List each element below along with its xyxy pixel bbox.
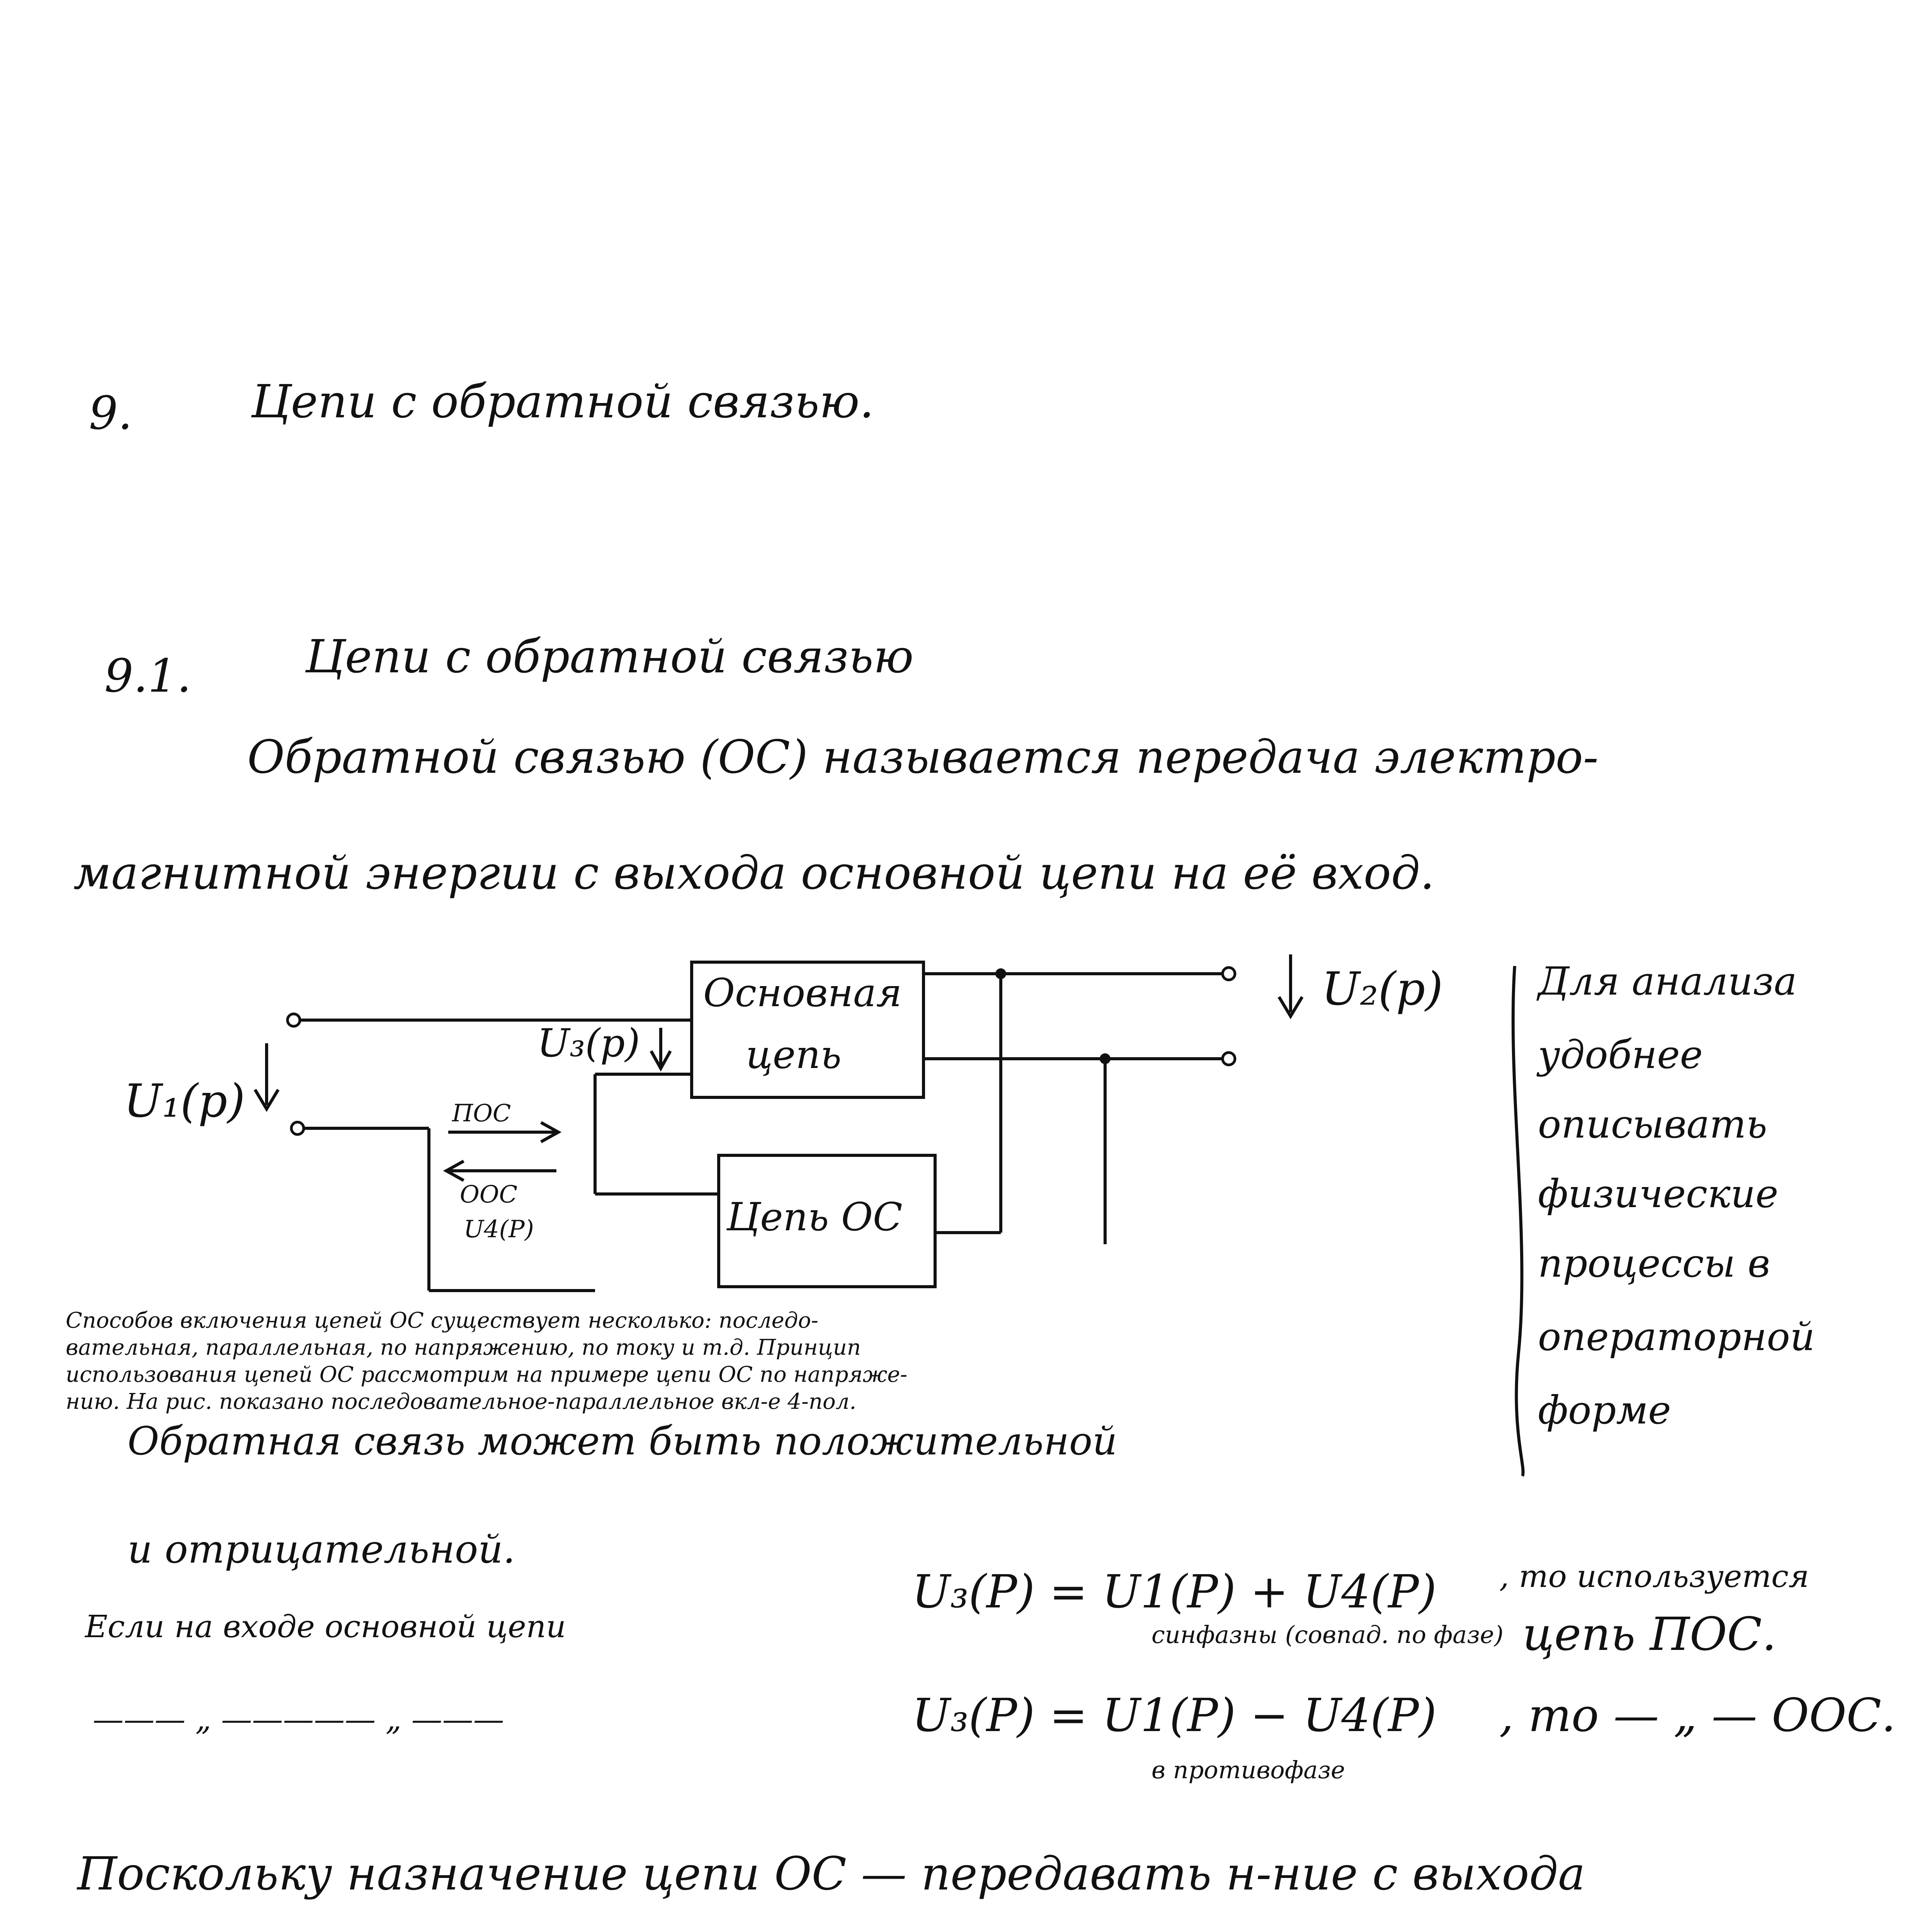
u3-label: U₃(p) [537, 1020, 640, 1066]
side-note-line: Для анализа [1538, 959, 1797, 1004]
methods-line-2: вательная, параллельная, по напряжению, по току и т.д. Принцип [66, 1335, 861, 1360]
side-note-line: форме [1538, 1388, 1671, 1433]
u1-label: U₁(p) [124, 1074, 245, 1128]
methods-line-1: Способов включения цепей ОС существует несколько: последо- [66, 1308, 818, 1333]
condition-eq-2-note: в противофазе [1151, 1756, 1345, 1784]
feedback-types-line-1: Обратная связь может быть положительной [128, 1418, 1117, 1464]
condition-eq-2: U₃(P) = U1(P) − U4(P) [912, 1689, 1437, 1742]
main-block-label-1: Основная [703, 970, 902, 1015]
definition-line-2: магнитной энергии с выхода основной цепи на её вход. [73, 846, 1435, 900]
side-note-line: операторной [1538, 1314, 1815, 1359]
purpose-line-1: Поскольку назначение цепи ОС — передавать н-ние с выхода [77, 1847, 1585, 1900]
chapter-number: 9. [89, 386, 133, 440]
condition-if-text: Если на входе основной цепи [85, 1609, 566, 1645]
condition-eq-1: U₃(P) = U1(P) + U4(P) [912, 1565, 1437, 1618]
condition-ditto: ——— „ ————— „ ——— [93, 1701, 504, 1737]
condition-eq-1-result: цепь ПОС. [1522, 1607, 1777, 1661]
methods-line-3: использования цепей ОС рассмотрим на примере цепи ОС по напряже- [66, 1362, 908, 1387]
section-number: 9.1. [104, 649, 192, 702]
condition-eq-1-tail: , то используется [1499, 1558, 1809, 1594]
condition-eq-1-note: синфазны (совпад. по фазе) [1151, 1621, 1503, 1649]
side-note-line: описывать [1538, 1102, 1767, 1147]
oos-label: ООС [460, 1180, 518, 1208]
side-note-line: физические [1538, 1171, 1779, 1216]
pos-label: ПОС [452, 1099, 511, 1127]
main-block-label-2: цепь [746, 1032, 842, 1077]
oc-block-label: Цепь ОС [726, 1194, 903, 1240]
section-title: Цепи с обратной связью [305, 630, 914, 683]
chapter-title: Цепи с обратной связью. [251, 375, 874, 428]
u2-label: U₂(p) [1321, 962, 1443, 1015]
methods-line-4: нию. На рис. показано последовательное-параллельное вкл-е 4-пол. [66, 1389, 857, 1414]
definition-line-1: Обратной связью (ОС) называется передача электро- [247, 730, 1599, 784]
u4-label: U4(P) [464, 1215, 534, 1243]
side-note-line: процессы в [1538, 1241, 1770, 1286]
feedback-types-line-2: и отрицательной. [128, 1527, 515, 1572]
condition-eq-2-tail: , то — „ — ООС. [1499, 1689, 1896, 1742]
side-note-line: удобнее [1538, 1032, 1703, 1077]
